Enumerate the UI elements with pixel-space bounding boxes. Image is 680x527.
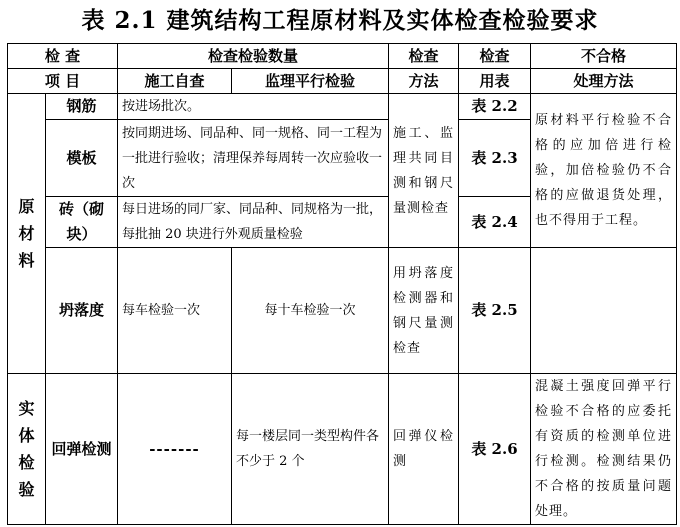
header-method-1: 检查 bbox=[389, 44, 459, 69]
header-row-2 bbox=[8, 69, 677, 94]
item-rebound: 回弹检测 bbox=[46, 374, 118, 525]
header-form-2: 用表 bbox=[459, 69, 531, 94]
slump-fail-handling-empty bbox=[531, 248, 677, 374]
rebound-method: 回弹仪检测 bbox=[389, 374, 459, 525]
item-brick: 砖（砌块） bbox=[46, 197, 118, 248]
table-row bbox=[8, 248, 677, 374]
header-self-check: 施工自查 bbox=[118, 69, 232, 94]
header-form-1: 检查 bbox=[459, 44, 531, 69]
item-rebar: 钢筋 bbox=[46, 94, 118, 120]
form-rebound: 表 2.6 bbox=[459, 374, 531, 525]
formwork-quantity: 按同期进场、同品种、同一规格、同一工程为一批进行验收；清理保养每周转一次应验收一次 bbox=[118, 120, 389, 197]
slump-supervision: 每十车检验一次 bbox=[232, 248, 389, 374]
rebar-quantity: 按进场批次。 bbox=[118, 94, 389, 120]
header-supervision: 监理平行检验 bbox=[232, 69, 389, 94]
slump-self-check: 每车检验一次 bbox=[118, 248, 232, 374]
rebound-self-check: ------- bbox=[118, 374, 232, 525]
item-formwork: 模板 bbox=[46, 120, 118, 197]
raw-material-method: 施工、监理共同目测和钢尺量测检查 bbox=[389, 94, 459, 248]
page-title: 表 2.1 建筑结构工程原材料及实体检查检验要求 bbox=[81, 7, 599, 34]
header-row-1 bbox=[8, 44, 677, 69]
header-quantity: 检查检验数量 bbox=[118, 44, 389, 69]
form-formwork: 表 2.3 bbox=[459, 120, 531, 197]
slump-method: 用坍落度检测器和钢尺量测检查 bbox=[389, 248, 459, 374]
header-item-1: 检 查 bbox=[8, 44, 118, 69]
form-slump: 表 2.5 bbox=[459, 248, 531, 374]
inspection-table bbox=[7, 43, 677, 525]
category-raw-materials: 原材料 bbox=[8, 94, 46, 374]
raw-material-fail-handling: 原材料平行检验不合格的应加倍进行检验，加倍检验仍不合格的应做退货处理，也不得用于工程。 bbox=[531, 94, 677, 248]
header-fail-2: 处理方法 bbox=[531, 69, 677, 94]
form-rebar: 表 2.2 bbox=[459, 94, 531, 120]
item-slump: 坍落度 bbox=[46, 248, 118, 374]
header-method-2: 方法 bbox=[389, 69, 459, 94]
header-item-2: 项 目 bbox=[8, 69, 118, 94]
table-row bbox=[8, 94, 677, 120]
entity-fail-handling: 混凝土强度回弹平行检验不合格的应委托有资质的检测单位进行检测。检测结果仍不合格的按质量问题处理。 bbox=[531, 374, 677, 525]
rebound-supervision: 每一楼层同一类型构件各不少于 2 个 bbox=[232, 374, 389, 525]
category-entity: 实体检验 bbox=[8, 374, 46, 525]
brick-quantity: 每日进场的同厂家、同品种、同规格为一批，每批抽 20 块进行外观质量检验 bbox=[118, 197, 389, 248]
header-fail-1: 不合格 bbox=[531, 44, 677, 69]
table-row bbox=[8, 374, 677, 525]
form-brick: 表 2.4 bbox=[459, 197, 531, 248]
